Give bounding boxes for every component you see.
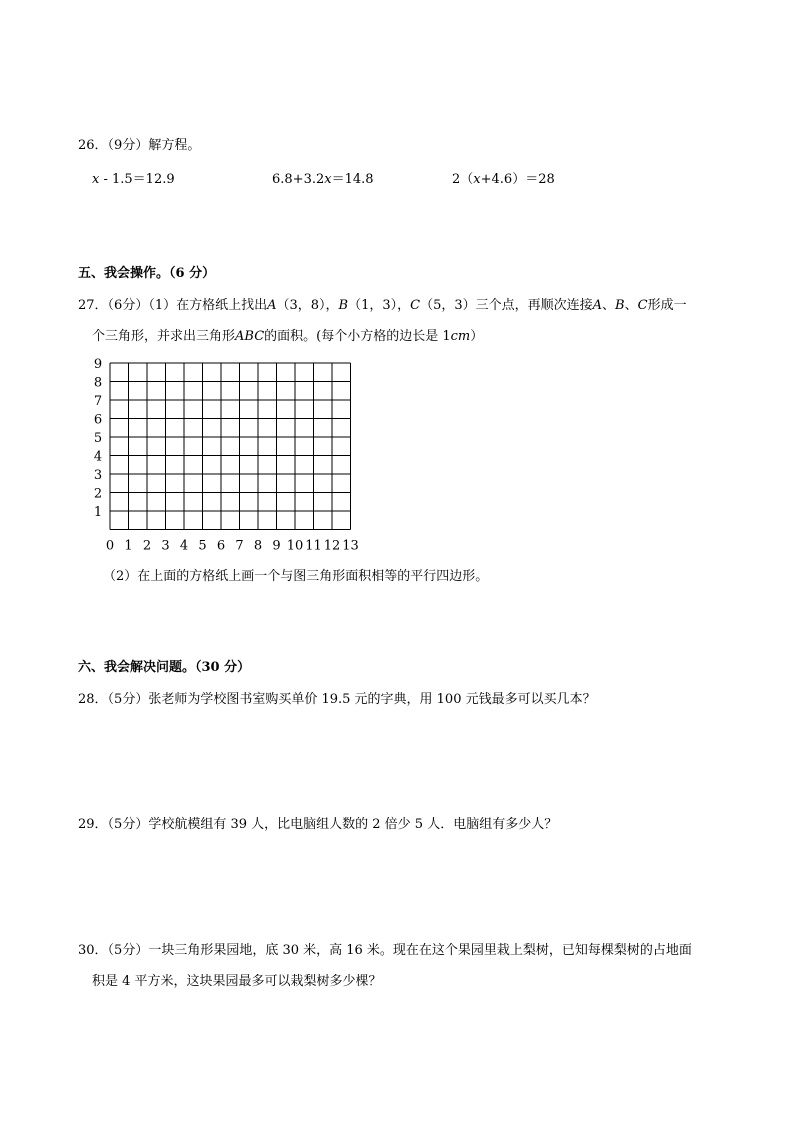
y-axis-label: 7 bbox=[93, 394, 103, 409]
q27-line-2 bbox=[92, 329, 483, 345]
q27-text: 27．（6分）（1）在方格纸上找出 bbox=[78, 298, 268, 313]
section-5-title: 五、我会操作。（6 分） bbox=[78, 266, 216, 281]
point-a-label: A bbox=[592, 298, 603, 313]
x-axis-label: 1 bbox=[124, 538, 133, 554]
y-axis-label: 9 bbox=[93, 358, 103, 372]
x-axis-label: 7 bbox=[235, 538, 244, 554]
x-axis-label: 13 bbox=[342, 538, 359, 554]
unit-label: cm bbox=[450, 329, 471, 344]
point-a-label: A bbox=[267, 298, 277, 313]
q29-text: 29．（5分）学校航模组有 39 人，比电脑组人数的 2 倍少 5 人．电脑组有多少人？ bbox=[78, 817, 558, 832]
x-axis-label: 12 bbox=[323, 538, 341, 554]
q27-text: ） bbox=[470, 329, 484, 344]
grid-lines bbox=[110, 363, 351, 530]
equation-1 bbox=[92, 172, 175, 188]
variable-x: x bbox=[473, 172, 481, 187]
y-axis-label: 8 bbox=[93, 375, 103, 391]
equation-3-post: +4.6）＝28 bbox=[480, 172, 555, 187]
point-c-label: C bbox=[410, 298, 421, 313]
q27-text: 、 bbox=[624, 298, 638, 313]
point-b-label: B bbox=[615, 298, 625, 313]
x-axis-label: 6 bbox=[216, 538, 226, 554]
x-axis-label: 2 bbox=[142, 538, 152, 554]
y-axis-label: 6 bbox=[93, 412, 103, 428]
x-axis-label: 9 bbox=[272, 538, 281, 554]
q27-part-2: （2）在上面的方格纸上画一个与图三角形面积相等的平行四边形。 bbox=[103, 569, 489, 584]
coordinate-grid bbox=[88, 358, 378, 554]
x-axis-label: 5 bbox=[198, 538, 207, 554]
x-axis-label: 10 bbox=[286, 538, 304, 554]
q27-text: （1，3）， bbox=[348, 298, 411, 313]
variable-x: x bbox=[92, 172, 100, 187]
equation-3 bbox=[452, 172, 555, 188]
triangle-abc-label: ABC bbox=[235, 329, 265, 344]
q28-text: 28．（5分）张老师为学校图书室购买单价 19.5 元的字典，用 100 元钱最多可以买几本？ bbox=[78, 692, 596, 707]
point-c-label: C bbox=[637, 298, 648, 313]
y-axis-label: 3 bbox=[93, 468, 103, 483]
q27-text: （3，8）， bbox=[276, 298, 339, 313]
y-axis-label: 5 bbox=[93, 431, 103, 446]
variable-x: x bbox=[324, 172, 332, 187]
q27-text: 形成一 bbox=[647, 298, 687, 313]
q26-header: 26．（9分）解方程。 bbox=[78, 138, 201, 153]
equation-2-post: ＝14.8 bbox=[331, 172, 374, 187]
section-6-title: 六、我会解决问题。（30 分） bbox=[78, 660, 251, 675]
x-axis-label: 8 bbox=[253, 538, 263, 554]
x-axis-label: 0 bbox=[105, 538, 115, 554]
x-axis-label: 4 bbox=[179, 538, 189, 554]
equation-1-rest: - 1.5＝12.9 bbox=[99, 172, 175, 187]
y-axis-label: 2 bbox=[93, 486, 103, 502]
point-b-label: B bbox=[338, 298, 349, 313]
y-axis-label: 1 bbox=[93, 505, 103, 520]
q27-text: 、 bbox=[602, 298, 616, 313]
y-axis-label: 4 bbox=[93, 449, 103, 465]
y-axis-labels bbox=[94, 358, 102, 520]
x-axis-labels bbox=[106, 539, 359, 554]
q30-line-2: 积是 4 平方米，这块果园最多可以栽梨树多少棵？ bbox=[92, 974, 382, 989]
equation-3-pre: 2（ bbox=[452, 172, 474, 187]
x-axis-label: 11 bbox=[305, 538, 322, 554]
q27-text: 的面积。(每个小方格的边长是 1 bbox=[264, 329, 451, 344]
x-axis-label: 3 bbox=[161, 538, 170, 554]
equation-2 bbox=[272, 172, 374, 188]
q30-line-1: 30．（5分）一块三角形果园地，底 30 米，高 16 米。现在在这个果园里栽上梨树，已知每棵梨树的占地面 bbox=[78, 943, 692, 958]
q27-text: （5，3）三个点，再顺次连接 bbox=[420, 298, 593, 313]
equation-2-pre: 6.8+3.2 bbox=[272, 172, 325, 187]
q27-line-1 bbox=[78, 298, 687, 314]
q27-text: 个三角形，并求出三角形 bbox=[92, 329, 236, 344]
